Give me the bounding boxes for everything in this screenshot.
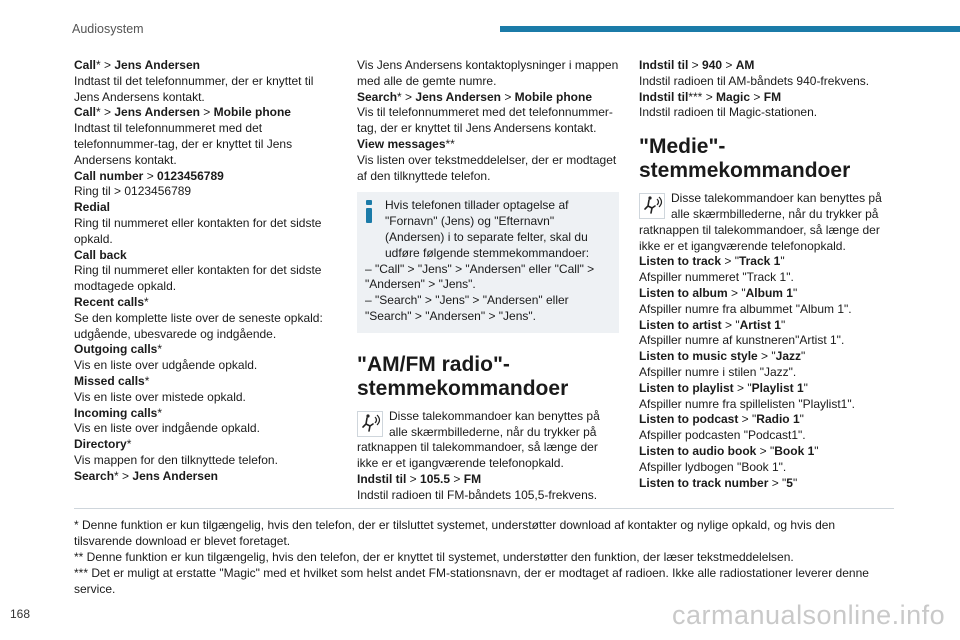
- command-line: [74, 469, 334, 485]
- section-title: Audiosystem: [72, 22, 144, 36]
- command-description: Vis listen over tekstmeddelelser, der er modtaget af den tilknyttede telefon.: [357, 152, 617, 183]
- column-1: [74, 58, 334, 485]
- command-keyword: Call back: [74, 247, 127, 262]
- command-keyword: Outgoing calls: [74, 342, 158, 357]
- footnote: *** Det er muligt at erstatte "Magic" med et hvilket som helst andet FM-stationsnavn, der er modtaget af radioen. Ikke alle radiostationer leverer denne service.: [74, 566, 869, 596]
- command-keyword: Incoming calls: [74, 405, 158, 420]
- command-separator: * >: [96, 58, 115, 72]
- am-fm-entries: [357, 472, 619, 504]
- command-keyword: Missed calls: [74, 373, 145, 388]
- command-description: Ring til > 0123456789: [74, 184, 192, 199]
- command-keyword: Listen to track: [639, 254, 722, 269]
- column-2-entries: [357, 90, 619, 185]
- column-3: [639, 58, 899, 491]
- command-line: [639, 58, 899, 74]
- command-separator: >: [143, 168, 158, 183]
- media-entries: [639, 254, 899, 491]
- command-separator: *: [157, 405, 163, 420]
- command-description: Indstil radioen til AM-båndets 940-frekvens.: [639, 73, 870, 88]
- command-separator: > ": [721, 317, 740, 332]
- command-keyword: Call: [74, 58, 97, 72]
- command-line: [74, 105, 334, 121]
- command-keyword: Recent calls: [74, 294, 145, 309]
- command-line: [74, 295, 334, 311]
- command-separator: * >: [397, 89, 416, 104]
- command-separator: >: [500, 89, 515, 104]
- command-description: Afspiller lydbogen "Book 1".: [639, 459, 787, 474]
- command-keyword: Playlist 1: [751, 380, 804, 395]
- command-keyword: Track 1: [738, 254, 781, 269]
- command-keyword: Mobile phone: [514, 89, 592, 104]
- command-keyword: FM: [463, 471, 482, 486]
- command-keyword: Redial: [74, 200, 111, 215]
- command-line: [74, 58, 334, 74]
- command-keyword: Listen to album: [639, 285, 728, 300]
- command-separator: *: [126, 437, 132, 452]
- command-line: [74, 374, 334, 390]
- command-keyword: 0123456789: [157, 168, 224, 183]
- command-description: Vis mappen for den tilknyttede telefon.: [74, 452, 278, 467]
- contact-info-intro: Vis Jens Andersens kontaktoplysninger i mappen med alle de gemte numre.: [357, 58, 619, 88]
- command-keyword: Listen to artist: [639, 317, 722, 332]
- command-separator: > ": [768, 475, 787, 490]
- command-keyword: Jazz: [775, 349, 801, 364]
- command-separator: ": [780, 254, 785, 269]
- command-description: Indstil radioen til FM-båndets 105,5-frekvens.: [357, 487, 598, 502]
- command-keyword: Magic: [716, 89, 751, 104]
- command-line: [639, 349, 899, 365]
- command-keyword: 940: [702, 58, 723, 72]
- footnote: ** Denne funktion er kun tilgængelig, hvis den telefon, der er knyttet til systemet, understøtter den funktion, der læser tekstmeddelelsen.: [74, 550, 794, 564]
- command-separator: >: [750, 89, 764, 104]
- command-description: Indtast til det telefonnummer, der er knyttet til Jens Andersens kontakt.: [74, 73, 314, 104]
- command-keyword: Artist 1: [739, 317, 781, 332]
- command-separator: >: [450, 471, 464, 486]
- command-description: Afspiller numre fra spillelisten "Playlist1".: [639, 396, 855, 411]
- command-keyword: Jens Andersen: [415, 89, 501, 104]
- command-keyword: Radio 1: [756, 412, 800, 427]
- command-separator: ": [792, 285, 798, 300]
- command-separator: > ": [738, 412, 757, 427]
- media-intro: Disse talekommandoer kan benyttes på alle skærmbillederne, når du trykker på ratknappen til talekommandoer, så længe der ikke er et igangværende telefonopkald.: [639, 191, 882, 253]
- am-fm-intro-block: [357, 409, 619, 472]
- command-line: [639, 476, 899, 492]
- info-line: – "Search" > "Jens" > "Andersen" eller "Search" > "Andersen" > "Jens".: [365, 293, 569, 323]
- command-description: Ring til nummeret eller kontakten for det sidste modtagede opkald.: [74, 263, 322, 294]
- command-keyword: Search: [74, 468, 115, 483]
- command-description: Vis en liste over mistede opkald.: [74, 389, 246, 404]
- column-3-top-entries: [639, 58, 899, 121]
- header-accent-bar: [500, 26, 960, 32]
- watermark: carmanualsonline.info: [672, 600, 946, 630]
- command-keyword: View messages: [357, 136, 446, 151]
- command-keyword: Jens Andersen: [114, 58, 200, 72]
- command-description: Se den komplette liste over de seneste opkald: udgående, ubesvarede og indgående.: [74, 310, 323, 341]
- page-number: 168: [10, 607, 31, 621]
- command-line: [357, 90, 619, 106]
- command-description: Afspiller numre af kunstneren"Artist 1".: [639, 333, 845, 348]
- command-keyword: Listen to audio book: [639, 443, 757, 458]
- media-heading: "Medie"-stemmekommandoer: [639, 135, 851, 183]
- command-keyword: Book 1: [774, 443, 815, 458]
- command-line: [639, 444, 899, 460]
- command-line: [639, 254, 899, 270]
- command-keyword: Album 1: [745, 285, 793, 300]
- command-keyword: 105.5: [420, 471, 451, 486]
- command-separator: >: [722, 58, 736, 72]
- column-2: [357, 58, 619, 504]
- command-separator: ": [799, 412, 804, 427]
- command-keyword: AM: [735, 58, 755, 72]
- command-description: Afspiller numre fra albummet "Album 1".: [639, 301, 852, 316]
- command-keyword: Directory: [74, 437, 127, 452]
- command-keyword: Listen to podcast: [639, 412, 739, 427]
- command-separator: ": [814, 443, 819, 458]
- am-fm-heading: "AM/FM radio"-stemmekommandoer: [357, 352, 569, 400]
- command-description: Indstil radioen til Magic-stationen.: [639, 105, 818, 120]
- command-keyword: Indstil til: [639, 58, 689, 72]
- command-keyword: Search: [357, 89, 398, 104]
- am-fm-intro: Disse talekommandoer kan benyttes på alle skærmbillederne, når du trykker på ratknappen til talekommandoer, så længe der ikke er et igangværende telefonopkald.: [357, 408, 600, 471]
- info-line: Hvis telefonen tillader optagelse af "Fornavn" (Jens) og "Efternavn" (Andersen) i to separate felter, skal du udføre følgende stemmekommandoer:: [385, 198, 590, 260]
- command-keyword: 5: [786, 475, 793, 490]
- command-separator: **: [445, 136, 455, 151]
- command-description: Afspiller podcasten "Podcast1".: [639, 428, 806, 443]
- command-line: [74, 200, 334, 216]
- command-separator: ": [792, 475, 798, 490]
- command-description: Vis en liste over udgående opkald.: [74, 358, 258, 373]
- command-line: [74, 169, 334, 185]
- command-separator: *: [157, 342, 163, 357]
- info-box: [357, 192, 619, 332]
- command-line: [74, 437, 334, 453]
- command-keyword: Listen to playlist: [639, 380, 734, 395]
- command-description: Vis til telefonnummeret med det telefonnummer-tag, der er knyttet til Jens Andersens kontakt.: [357, 105, 613, 136]
- command-separator: * >: [96, 105, 115, 120]
- command-separator: >: [406, 471, 421, 486]
- command-line: [639, 318, 899, 334]
- command-separator: > ": [721, 254, 739, 269]
- command-separator: *: [144, 373, 150, 388]
- command-keyword: Listen to track number: [639, 475, 769, 490]
- command-separator: * >: [114, 468, 133, 483]
- command-separator: *: [144, 294, 149, 309]
- command-keyword: Jens Andersen: [132, 468, 218, 483]
- command-separator: > ": [757, 349, 776, 364]
- voice-command-icon: [639, 193, 665, 219]
- command-keyword: Indstil til: [357, 471, 407, 486]
- info-line: – "Call" > "Jens" > "Andersen" eller "Call" > "Andersen" > "Jens".: [365, 261, 595, 292]
- command-keyword: Listen to music style: [639, 349, 758, 364]
- command-line: [639, 90, 899, 106]
- command-separator: > ": [727, 285, 746, 300]
- command-description: Indtast til telefonnummeret med det telefonnummer-tag, der er knyttet til Jens Andersens kontakt.: [74, 121, 293, 167]
- footnote: * Denne funktion er kun tilgængelig, hvis den telefon, der er tilsluttet systemet, understøtter download af kontakter og nylige opkald, og hvis den tilsvarende download er blevet foretaget.: [74, 518, 836, 548]
- command-keyword: Call number: [74, 168, 144, 183]
- command-keyword: Call: [74, 105, 97, 120]
- command-separator: > ": [756, 443, 775, 458]
- command-separator: *** >: [688, 89, 717, 104]
- command-line: [74, 406, 334, 422]
- command-keyword: FM: [763, 89, 782, 104]
- command-line: [639, 412, 899, 428]
- command-description: Afspiller numre i stilen "Jazz".: [639, 364, 797, 379]
- command-keyword: Jens Andersen: [114, 105, 200, 120]
- command-line: [639, 286, 899, 302]
- info-icon: [366, 200, 372, 224]
- command-line: [74, 342, 334, 358]
- command-separator: >: [199, 105, 214, 120]
- command-separator: ": [780, 317, 786, 332]
- media-intro-block: [639, 191, 899, 254]
- command-separator: ": [801, 349, 806, 364]
- command-line: [357, 137, 619, 153]
- command-keyword: Mobile phone: [213, 105, 291, 120]
- voice-command-icon: [357, 411, 383, 437]
- command-separator: ": [803, 380, 808, 395]
- command-line: [357, 472, 619, 488]
- footnotes: [74, 508, 894, 597]
- command-line: [639, 381, 899, 397]
- command-line: [74, 248, 334, 264]
- command-keyword: Indstil til: [639, 89, 689, 104]
- command-description: Ring til nummeret eller kontakten for det sidste opkald.: [74, 215, 322, 246]
- command-description: Vis en liste over indgående opkald.: [74, 421, 260, 436]
- command-separator: > ": [733, 380, 752, 395]
- command-separator: >: [688, 58, 703, 72]
- command-description: Afspiller nummeret "Track 1".: [639, 270, 794, 285]
